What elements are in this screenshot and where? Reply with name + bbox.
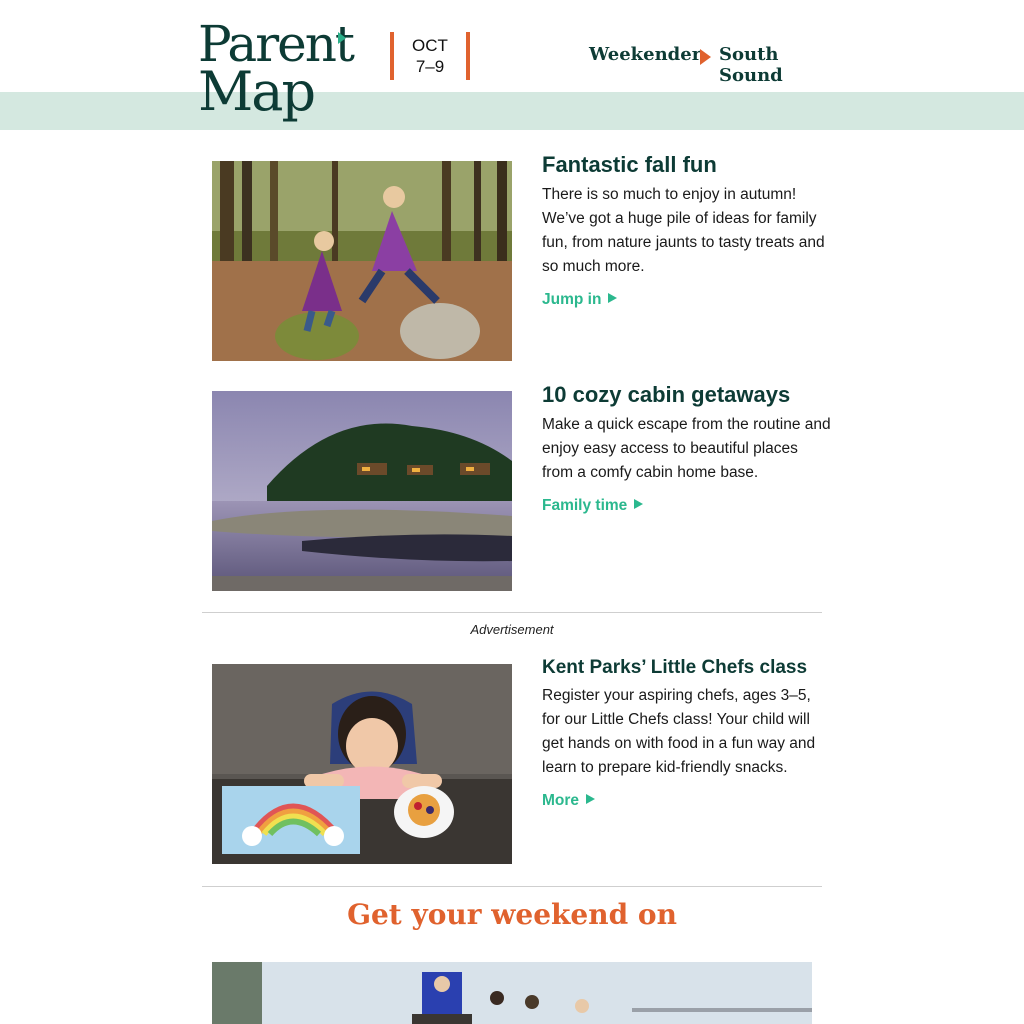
- ad-title[interactable]: Kent Parks’ Little Chefs class: [542, 657, 808, 678]
- article-image-cabins[interactable]: [212, 391, 512, 591]
- forest-photo: [212, 161, 512, 361]
- child-with-food-photo: [212, 664, 512, 864]
- triangle-right-icon: [586, 794, 595, 804]
- header-band: [0, 92, 1024, 130]
- logo-word-parent: Parent: [198, 15, 353, 73]
- cta-label: More: [542, 792, 580, 809]
- advertisement-label: Advertisement: [470, 622, 554, 637]
- coastal-cabins-photo: [212, 391, 512, 591]
- jump-in-link[interactable]: [542, 288, 617, 312]
- parentmap-logo[interactable]: [198, 14, 358, 124]
- divider: [202, 886, 822, 887]
- issue-date: [390, 32, 470, 80]
- article-body: Make a quick escape from the routine and enjoy easy access to beautiful places from a comfy cabin home base.: [542, 416, 831, 481]
- article-image-fall[interactable]: [212, 161, 512, 361]
- triangle-right-icon: [700, 49, 711, 65]
- article-body: There is so much to enjoy in autumn! We’ve got a huge pile of ideas for family fun, from nature jaunts to tasty treats and so much more.: [542, 186, 825, 275]
- ad-body: Register your aspiring chefs, ages 3–5, for our Little Chefs class! Your child will get hands on with food in a fun way and learn to prepare kid-friendly snacks.: [542, 687, 816, 776]
- issue-days: 7–9: [415, 57, 445, 76]
- section-heading: Get your weekend on: [347, 898, 677, 931]
- region-name[interactable]: South Sound: [719, 44, 783, 86]
- family-time-link[interactable]: [542, 494, 643, 518]
- logo-triangle-icon: [338, 32, 346, 44]
- edition-breadcrumb: [589, 44, 839, 86]
- article-title[interactable]: Fantastic fall fun: [542, 152, 717, 177]
- issue-month: OCT: [412, 36, 448, 55]
- cta-label: Family time: [542, 497, 628, 514]
- article-title[interactable]: 10 cozy cabin getaways: [542, 382, 791, 407]
- logo-word-map: Map: [198, 60, 315, 123]
- ad-image-little-chefs[interactable]: [212, 664, 512, 864]
- divider: [202, 612, 822, 613]
- cta-label: Jump in: [542, 291, 602, 308]
- playground-photo: [212, 962, 812, 1024]
- edition-name[interactable]: Weekender: [589, 44, 702, 65]
- triangle-right-icon: [608, 293, 617, 303]
- triangle-right-icon: [634, 499, 643, 509]
- weekend-feature-image[interactable]: [212, 962, 812, 1024]
- more-link[interactable]: [542, 789, 595, 813]
